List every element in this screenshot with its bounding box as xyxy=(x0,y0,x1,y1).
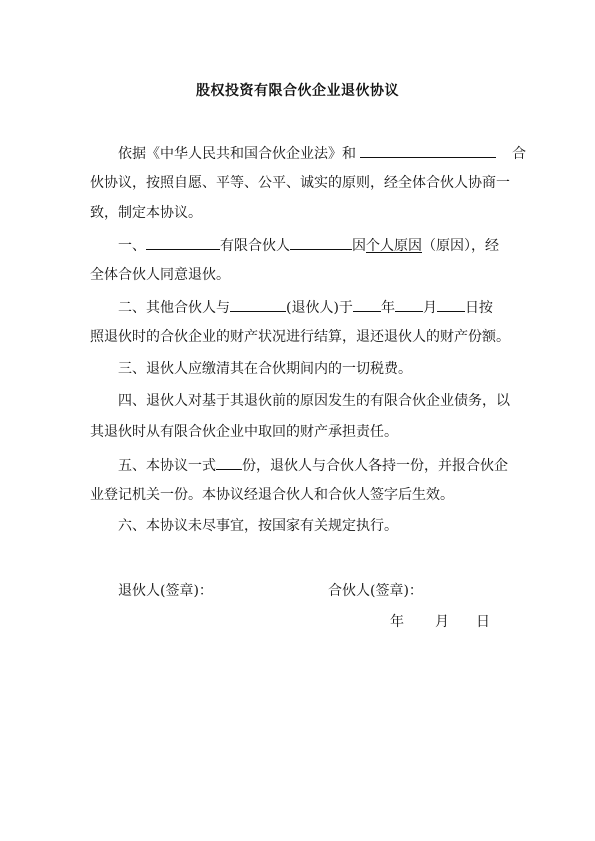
clause-2-month: 月 xyxy=(422,300,437,316)
clause-5-line-1 xyxy=(118,455,508,475)
day-blank xyxy=(437,297,465,312)
partner-name-blank xyxy=(146,235,220,250)
withdrawal-reason: 个人原因 xyxy=(366,238,422,254)
partner-signature-label: 合伙人(签章)： xyxy=(328,583,423,599)
year-blank xyxy=(353,297,381,312)
withdrawer-name-blank xyxy=(290,235,352,250)
clause-2-line-1 xyxy=(118,297,493,317)
clause-2-text-b: (退伙人)于 xyxy=(286,300,353,316)
preamble-line-2: 伙协议，按照自愿、平等、公平、诚实的原则，经全体合伙人协商一 xyxy=(90,175,510,191)
clause-5-text-a: 五、本协议一式 xyxy=(118,458,216,474)
clause-2-day: 日按 xyxy=(464,300,493,316)
other-partner-blank xyxy=(230,297,286,312)
clause-1-line-2: 全体合伙人同意退伙。 xyxy=(90,267,230,283)
clause-5-text-b: 份，退伙人与合伙人各持一份，并报合伙企 xyxy=(242,458,508,474)
preamble-line-3: 致，制定本协议。 xyxy=(90,205,202,221)
preamble-text-a: 依据《中华人民共和国合伙企业法》和 xyxy=(118,146,356,162)
clause-1-text-b: 有限合伙人 xyxy=(220,238,290,254)
preamble-text-b: 合 xyxy=(512,146,526,162)
signature-day: 日 xyxy=(476,614,490,630)
clause-3-line-1: 三、退伙人应缴清其在合伙期间内的一切税费。 xyxy=(118,361,412,377)
month-blank xyxy=(395,297,423,312)
clause-1-line-1 xyxy=(118,235,499,255)
preamble-line-1 xyxy=(118,143,526,163)
clause-2-line-2: 照退伙时的合伙企业的财产状况进行结算，退还退伙人的财产份额。 xyxy=(90,329,510,345)
withdrawer-signature-label: 退伙人(签章)： xyxy=(118,583,213,599)
signature-month: 月 xyxy=(435,614,449,630)
clause-1-text-a: 一、 xyxy=(118,238,146,254)
clause-5-line-2: 业登记机关一份。本协议经退合伙人和合伙人签字后生效。 xyxy=(90,487,454,503)
copies-blank xyxy=(216,455,242,470)
signature-year: 年 xyxy=(390,614,404,630)
clause-2-year: 年 xyxy=(380,300,395,316)
clause-1-text-d: （原因），经 xyxy=(422,238,499,254)
clause-6-line-1: 六、本协议未尽事宜，按国家有关规定执行。 xyxy=(118,518,398,534)
agreement-name-blank xyxy=(360,143,496,158)
document-title: 股权投资有限合伙企业退伙协议 xyxy=(196,83,399,99)
clause-4-line-1: 四、退伙人对基于其退伙前的原因发生的有限合伙企业债务，以 xyxy=(118,393,510,409)
clause-2-text-a: 二、其他合伙人与 xyxy=(118,300,230,316)
clause-1-text-c: 因 xyxy=(352,238,366,254)
clause-4-line-2: 其退伙时从有限合伙企业中取回的财产承担责任。 xyxy=(90,424,398,440)
